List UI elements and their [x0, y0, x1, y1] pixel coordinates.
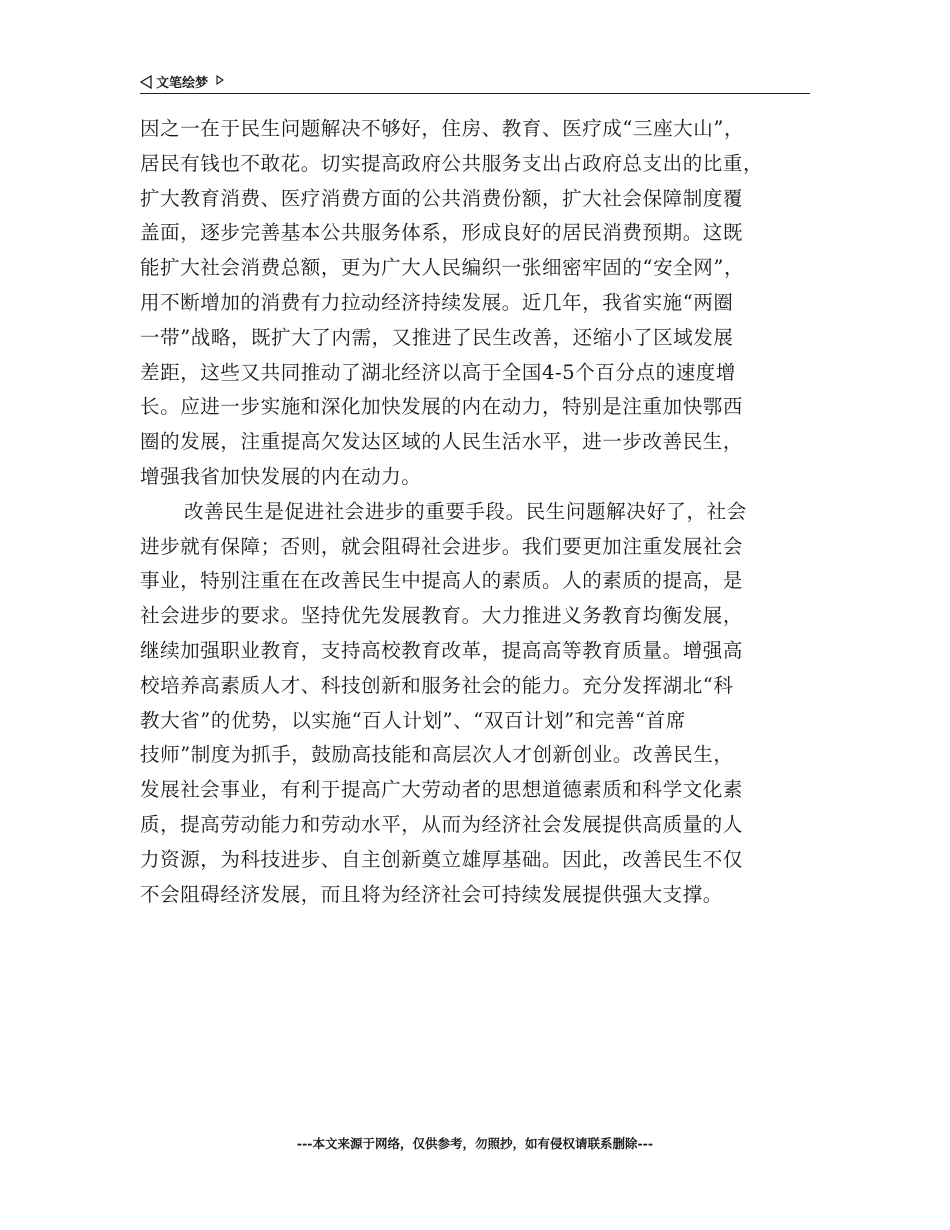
triangle-left-icon	[140, 75, 152, 89]
text-line: 居民有钱也不敢花。切实提高政府公共服务支出占政府总支出的比重，	[140, 151, 764, 175]
text-line: 教大省”的优势，以实施“百人计划”、“双百计划”和完善“首席	[140, 708, 686, 732]
text-line: 社会进步的要求。坚持优先发展教育。大力推进义务教育均衡发展，	[140, 604, 744, 628]
text-line: 技师”制度为抓手，鼓励高技能和高层次人才创新创业。改善民生，	[140, 743, 734, 767]
text-line: 事业，特别注重在在改善民生中提高人的素质。人的素质的提高，是	[140, 569, 744, 593]
text-line: 进步就有保障；否则，就会阻碍社会进步。我们要更加注重发展社会	[140, 534, 744, 558]
text-line: 校培养高素质人才、科技创新和服务社会的能力。充分发挥湖北“科	[140, 673, 734, 697]
footer-notice: ---本文来源于网络，仅供参考，勿照抄，如有侵权请联系删除---	[296, 1136, 654, 1151]
header-divider	[140, 93, 810, 94]
text-line: 继续加强职业教育，支持高校教育改革，提高高等教育质量。增强高	[140, 638, 744, 662]
text-line: 扩大教育消费、医疗消费方面的公共消费份额，扩大社会保障制度覆	[140, 186, 744, 210]
text-line: 发展社会事业，有利于提高广大劳动者的思想道德素质和科学文化素	[140, 778, 744, 802]
text-line: 盖面，逐步完善基本公共服务体系，形成良好的居民消费预期。这既	[140, 221, 744, 245]
document-body	[140, 112, 810, 912]
triangle-right-icon	[216, 75, 224, 85]
text-line: 用不断增加的消费有力拉动经济持续发展。近几年，我省实施“两圈	[140, 290, 734, 314]
text-line: 长。应进一步实施和深化加快发展的内在动力，特别是注重加快鄂西	[140, 395, 744, 419]
paragraph-2	[140, 495, 810, 913]
text-line: 改善民生是促进社会进步的重要手段。民生问题解决好了，社会	[184, 499, 747, 523]
text-line: 力资源，为科技进步、自主创新奠立雄厚基础。因此，改善民生不仅	[140, 847, 744, 871]
text-line: 质，提高劳动能力和劳动水平，从而为经济社会发展提供高质量的人	[140, 812, 744, 836]
paragraph-1	[140, 112, 810, 495]
page-header	[140, 70, 810, 94]
text-line: 圈的发展，注重提高欠发达区域的人民生活水平，进一步改善民生，	[140, 430, 744, 454]
text-line: 增强我省加快发展的内在动力。	[140, 464, 422, 488]
header-brand	[140, 72, 224, 91]
text-line: 因之一在于民生问题解决不够好，住房、教育、医疗成“三座大山”，	[140, 117, 745, 140]
text-line: 不会阻碍经济发展，而且将为经济社会可持续发展提供强大支撑。	[140, 882, 723, 906]
text-line: 一带”战略，既扩大了内需，又推进了民生改善，还缩小了区域发展	[140, 325, 734, 349]
header-title: 文笔绘梦	[156, 76, 209, 91]
text-line: 能扩大社会消费总额，更为广大人民编织一张细密牢固的“安全网”，	[140, 256, 745, 280]
text-line: 差距，这些又共同推动了湖北经济以高于全国4-5个百分点的速度增	[140, 360, 737, 384]
